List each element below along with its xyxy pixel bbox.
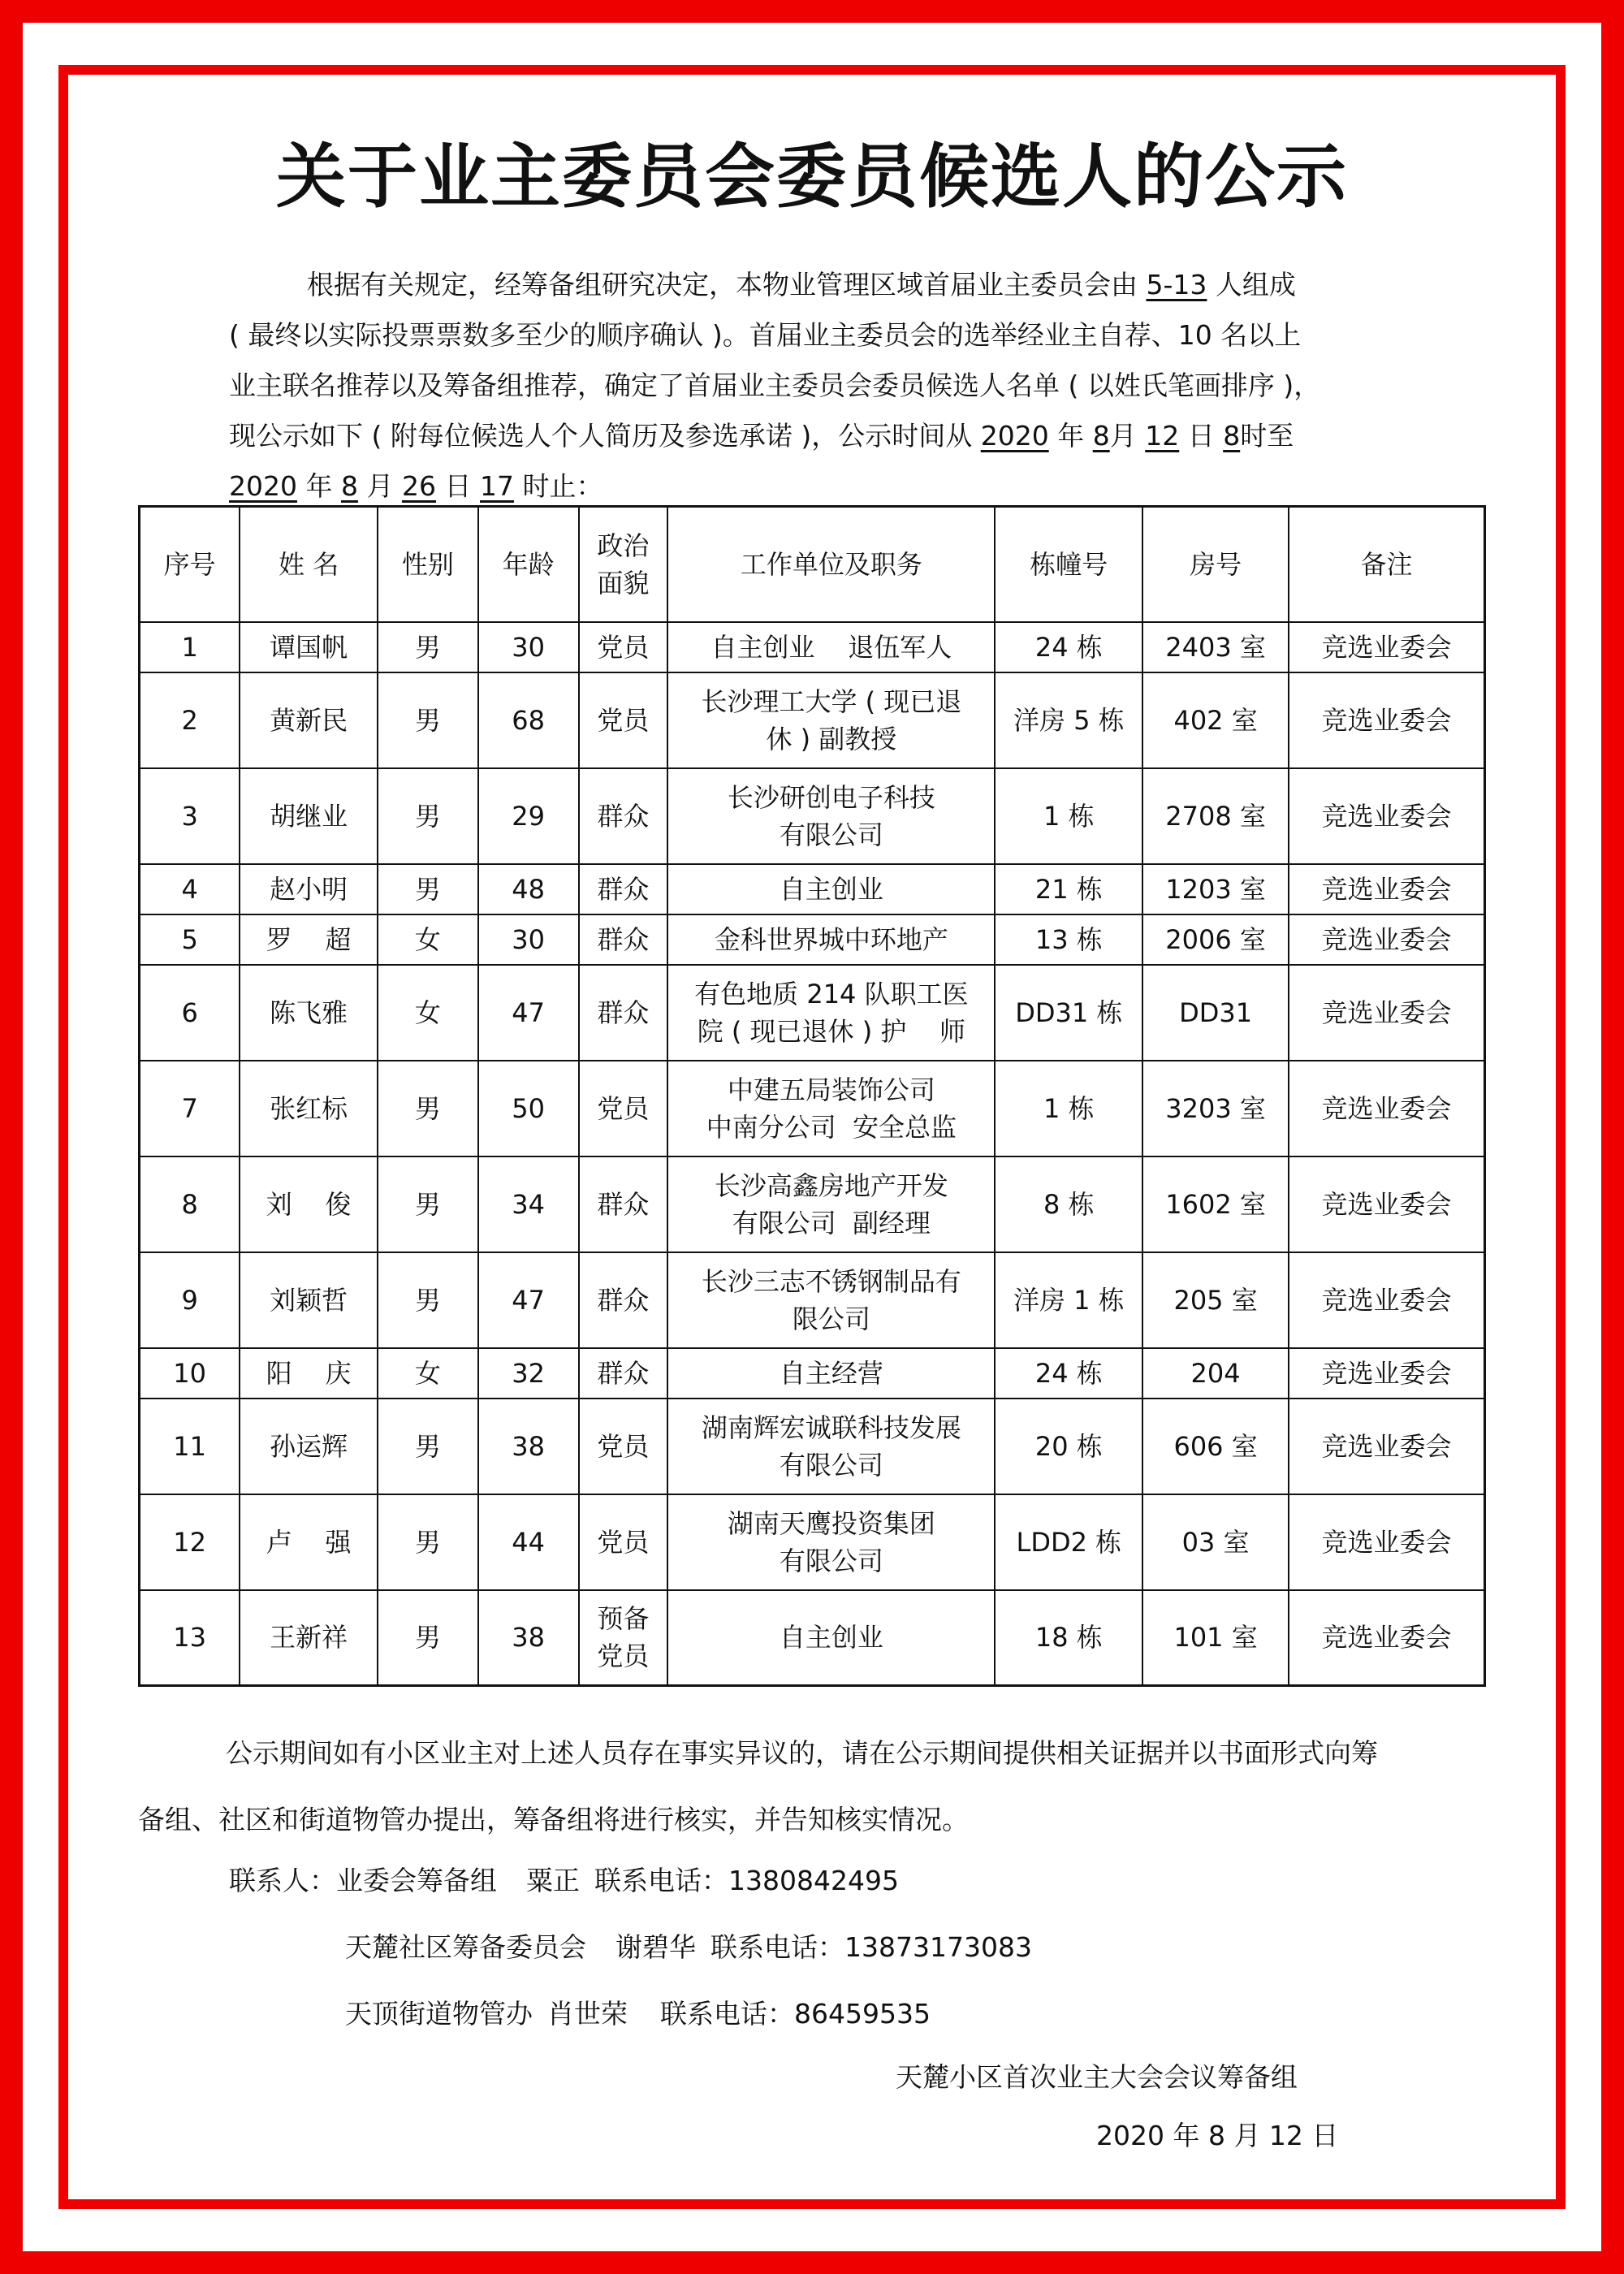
cell-bldg: 21 栋	[995, 864, 1142, 914]
cell-party: 群众	[579, 1252, 668, 1348]
cell-sex: 男	[378, 672, 478, 768]
cell-note: 竞选业委会	[1289, 1061, 1485, 1156]
objection-notice: 公示期间如有小区业主对上述人员存在事实异议的，请在公示期间提供相关证据并以书面形式向筹 备组、社区和街道物管办提出，筹备组将进行核实，并告知核实情况。	[138, 1737, 1378, 1835]
cell-name: 阳 庆	[240, 1348, 378, 1399]
cell-age: 30	[478, 914, 579, 965]
cell-sex: 女	[378, 1348, 478, 1399]
cell-sex: 男	[378, 1252, 478, 1348]
cell-party: 预备 党员	[579, 1590, 668, 1686]
phone-number: 1380842495	[728, 1865, 899, 1896]
cell-bldg: 20 栋	[995, 1399, 1142, 1494]
cell-bldg: LDD2 栋	[995, 1494, 1142, 1590]
cell-note: 竞选业委会	[1289, 1348, 1485, 1399]
cell-work: 自主经营	[667, 1348, 995, 1399]
member-count-range: 5-13	[1146, 269, 1207, 300]
cell-no: 6	[140, 965, 240, 1061]
table-row	[140, 965, 1485, 1061]
table-row	[140, 1494, 1485, 1590]
cell-room: 2708 室	[1142, 768, 1289, 864]
cell-name: 赵小明	[240, 864, 378, 914]
cell-name: 黄新民	[240, 672, 378, 768]
cell-no: 3	[140, 768, 240, 864]
candidate-table	[138, 505, 1486, 1687]
cell-room: 1203 室	[1142, 864, 1289, 914]
cell-bldg: 1 栋	[995, 1061, 1142, 1156]
cell-work: 长沙理工大学 ( 现已退 休 ) 副教授	[667, 672, 995, 768]
cell-work: 长沙研创电子科技 有限公司	[667, 768, 995, 864]
cell-room: 402 室	[1142, 672, 1289, 768]
table-row	[140, 1399, 1485, 1494]
cell-party: 党员	[579, 1061, 668, 1156]
cell-work: 自主创业	[667, 864, 995, 914]
cell-room: 204	[1142, 1348, 1289, 1399]
start-month: 8	[1092, 420, 1110, 452]
cell-sex: 男	[378, 1061, 478, 1156]
phone-number: 86459535	[794, 1998, 931, 2030]
signoff-org: 天麓小区首次业主大会会议筹备组	[896, 2061, 1298, 2093]
cell-party: 群众	[579, 864, 668, 914]
phone-number: 13873173083	[844, 1931, 1032, 1963]
cell-no: 5	[140, 914, 240, 965]
table-row	[140, 1348, 1485, 1399]
cell-room: 205 室	[1142, 1252, 1289, 1348]
cell-name: 孙运辉	[240, 1399, 378, 1494]
cell-age: 44	[478, 1494, 579, 1590]
contact-line-3: 天顶街道物管办 肖世荣 联系电话：86459535	[345, 1998, 931, 2030]
table-row	[140, 768, 1485, 864]
cell-name: 刘 俊	[240, 1156, 378, 1252]
cell-party: 群众	[579, 768, 668, 864]
end-year: 2020	[229, 470, 297, 502]
cell-age: 29	[478, 768, 579, 864]
cell-note: 竞选业委会	[1289, 1494, 1485, 1590]
cell-age: 38	[478, 1399, 579, 1494]
table-row	[140, 672, 1485, 768]
column-header: 房号	[1142, 507, 1289, 622]
cell-no: 12	[140, 1494, 240, 1590]
cell-bldg: 13 栋	[995, 914, 1142, 965]
cell-name: 谭国帆	[240, 622, 378, 672]
column-header: 年龄	[478, 507, 579, 622]
cell-work: 金科世界城中环地产	[667, 914, 995, 965]
column-header: 姓 名	[240, 507, 378, 622]
column-header: 序号	[140, 507, 240, 622]
contact-line-1: 联系人：业委会筹备组 粟正 联系电话：1380842495	[229, 1865, 899, 1896]
start-hour: 8	[1223, 420, 1241, 452]
cell-room: 03 室	[1142, 1494, 1289, 1590]
cell-no: 11	[140, 1399, 240, 1494]
cell-note: 竞选业委会	[1289, 965, 1485, 1061]
cell-work: 自主创业 退伍军人	[667, 622, 995, 672]
cell-age: 30	[478, 622, 579, 672]
cell-age: 48	[478, 864, 579, 914]
cell-no: 1	[140, 622, 240, 672]
column-header: 性别	[378, 507, 478, 622]
cell-sex: 男	[378, 1494, 478, 1590]
cell-bldg: 洋房 1 栋	[995, 1252, 1142, 1348]
intro-paragraph: 根据有关规定，经筹备组研究决定，本物业管理区域首届业主委员会由 5-13 人组成 ( 最终以实际投票票数多至少的顺序确认 )。首届业主委员会的选举经业主自荐、10 名以上 业主联名推荐以及筹备组推荐，确定了首届业主委员会委员候选人名单 ( 以姓氏笔画排序 )， 现公示如下 ( 附每位候选人个人简历及参选承诺 )，公示时间从 2020 年 8月 12 日 8时至 2020 年 8 月 26 日 17 时止：	[229, 269, 1321, 502]
cell-name: 陈飞雅	[240, 965, 378, 1061]
cell-bldg: 8 栋	[995, 1156, 1142, 1252]
cell-bldg: 洋房 5 栋	[995, 672, 1142, 768]
cell-party: 群众	[579, 1156, 668, 1252]
table-header-row	[140, 507, 1485, 622]
cell-sex: 男	[378, 1399, 478, 1494]
cell-age: 68	[478, 672, 579, 768]
cell-note: 竞选业委会	[1289, 1252, 1485, 1348]
cell-name: 罗 超	[240, 914, 378, 965]
cell-work: 长沙三志不锈钢制品有 限公司	[667, 1252, 995, 1348]
cell-room: 3203 室	[1142, 1061, 1289, 1156]
cell-note: 竞选业委会	[1289, 1590, 1485, 1686]
cell-no: 10	[140, 1348, 240, 1399]
cell-name: 胡继业	[240, 768, 378, 864]
cell-sex: 男	[378, 622, 478, 672]
start-day: 12	[1145, 420, 1180, 452]
cell-party: 党员	[579, 1494, 668, 1590]
cell-bldg: 18 栋	[995, 1590, 1142, 1686]
end-day: 26	[401, 470, 436, 502]
cell-bldg: 24 栋	[995, 622, 1142, 672]
end-month: 8	[340, 470, 358, 502]
table-row	[140, 1156, 1485, 1252]
cell-party: 群众	[579, 965, 668, 1061]
cell-sex: 女	[378, 965, 478, 1061]
cell-room: DD31	[1142, 965, 1289, 1061]
contact-line-2: 天麓社区筹备委员会 谢碧华 联系电话：13873173083	[345, 1931, 1032, 1963]
cell-sex: 男	[378, 1590, 478, 1686]
cell-work: 中建五局装饰公司 中南分公司 安全总监	[667, 1061, 995, 1156]
cell-note: 竞选业委会	[1289, 768, 1485, 864]
cell-age: 47	[478, 965, 579, 1061]
table-row	[140, 914, 1485, 965]
column-header: 工作单位及职务	[667, 507, 995, 622]
table-row	[140, 1061, 1485, 1156]
cell-no: 9	[140, 1252, 240, 1348]
table-row	[140, 1590, 1485, 1686]
end-hour: 17	[479, 470, 514, 502]
cell-room: 101 室	[1142, 1590, 1289, 1686]
cell-room: 2006 室	[1142, 914, 1289, 965]
cell-name: 张红标	[240, 1061, 378, 1156]
start-year: 2020	[980, 420, 1049, 452]
cell-note: 竞选业委会	[1289, 672, 1485, 768]
cell-party: 党员	[579, 622, 668, 672]
cell-name: 卢 强	[240, 1494, 378, 1590]
column-header: 政治 面貌	[579, 507, 668, 622]
cell-name: 王新祥	[240, 1590, 378, 1686]
cell-work: 自主创业	[667, 1590, 995, 1686]
cell-note: 竞选业委会	[1289, 622, 1485, 672]
cell-age: 34	[478, 1156, 579, 1252]
table-row	[140, 864, 1485, 914]
cell-work: 湖南天鹰投资集团 有限公司	[667, 1494, 995, 1590]
cell-no: 4	[140, 864, 240, 914]
cell-no: 8	[140, 1156, 240, 1252]
cell-party: 群众	[579, 1348, 668, 1399]
cell-work: 长沙高鑫房地产开发 有限公司 副经理	[667, 1156, 995, 1252]
cell-room: 2403 室	[1142, 622, 1289, 672]
cell-age: 38	[478, 1590, 579, 1686]
cell-party: 党员	[579, 672, 668, 768]
cell-age: 50	[478, 1061, 579, 1156]
page-title: 关于业主委员会委员候选人的公示	[276, 136, 1348, 218]
cell-party: 群众	[579, 914, 668, 965]
table-row	[140, 622, 1485, 672]
cell-age: 32	[478, 1348, 579, 1399]
cell-note: 竞选业委会	[1289, 1399, 1485, 1494]
cell-sex: 女	[378, 914, 478, 965]
cell-sex: 男	[378, 768, 478, 864]
cell-no: 2	[140, 672, 240, 768]
cell-note: 竞选业委会	[1289, 914, 1485, 965]
column-header: 栋幢号	[995, 507, 1142, 622]
cell-bldg: 24 栋	[995, 1348, 1142, 1399]
column-header: 备注	[1289, 507, 1485, 622]
cell-no: 13	[140, 1590, 240, 1686]
cell-note: 竞选业委会	[1289, 1156, 1485, 1252]
signoff-date: 2020 年 8 月 12 日	[1096, 2120, 1339, 2151]
cell-work: 有色地质 214 队职工医 院 ( 现已退休 ) 护 师	[667, 965, 995, 1061]
cell-name: 刘颖哲	[240, 1252, 378, 1348]
cell-room: 1602 室	[1142, 1156, 1289, 1252]
cell-no: 7	[140, 1061, 240, 1156]
cell-room: 606 室	[1142, 1399, 1289, 1494]
cell-party: 党员	[579, 1399, 668, 1494]
cell-work: 湖南辉宏诚联科技发展 有限公司	[667, 1399, 995, 1494]
cell-note: 竞选业委会	[1289, 864, 1485, 914]
table-row	[140, 1252, 1485, 1348]
cell-sex: 男	[378, 864, 478, 914]
cell-bldg: 1 栋	[995, 768, 1142, 864]
cell-sex: 男	[378, 1156, 478, 1252]
cell-bldg: DD31 栋	[995, 965, 1142, 1061]
cell-age: 47	[478, 1252, 579, 1348]
